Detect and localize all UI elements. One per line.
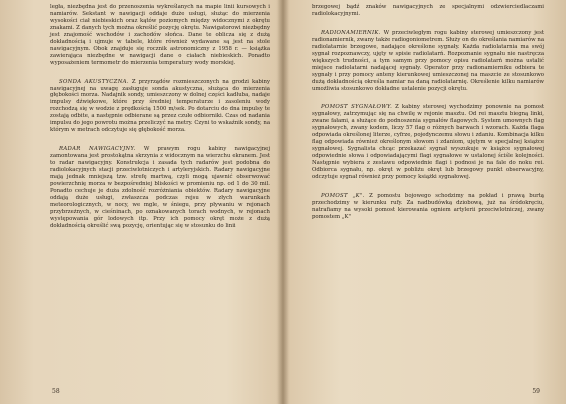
section-heading: POMOST „K". — [321, 192, 365, 199]
left-paragraph-3 — [50, 146, 270, 229]
page-number: 59 — [532, 388, 540, 395]
page-number: 58 — [52, 388, 60, 395]
paragraph-text: W prawym rogu kabiny nawigacyjnej zamontowana jest prostokątna skrzynia z widocznym na wierzchu ekranem. Jest to radar nawigacyjny. Konstrukcja i zasada tych radarów jest podobna do radiolokacyjnych stacji przeciwlotniczych i artyleryjskich. Radary nawigacyjne mają jednak mniejszą tzw. strefę martwą, czyli mogą ujawnić obserwować powierzchnię morza w bezpośredniej bliskości w promieniu np. od 1 do 30 mil. Ponadto cechuje je duża zdolność rozróżniania obiektów. Radary nawigacyjne oddają duże usługi, zwłaszcza podczas rejsu w złych warunkach meteorologicznych, w nocy, we mgle, w śniegu, przy pływaniu w rejonach przybrzeżnych, w cieśninach, po oznakowanych torach wodnych, w rejonach występowania gór lodowych itp. Przy ich pomocy okręt może z dużą dokładnością określić swą pozycję, orientując się w stosunku do linii — [50, 146, 270, 229]
left-paragraph-1 — [50, 4, 270, 67]
section-heading: SONDA AKUSTYCZNA. — [59, 78, 129, 85]
paragraph-text: legła, niezbędna jest do przenoszenia wykreślanych na mapie linii kursowych i namiarów. Sekstant w nawigacji oddaje duże usługi, służąc do mierzenia wysokości ciał niebieskich oraz kątów poziomych między widocznymi z okrętu znakami. Z danych tych można określić pozycję okrętu. Nawigatorowi niezbędny jest znajomość wschodów i zachodów słońca. Dane te oblicza się z dużą dokładnością i ujmuje w tabele, które również wydawane są jest na stole nawigacyjnym. Obok znajduje się rocznik astronomiczny z 1958 r. — książka zawierająca niezbędne w nawigacji dane o ciałach niebieskich. Ponadto wyposażeniem termometr do mierzenia temperatury wody morskiej. — [50, 4, 270, 66]
paragraph-text: Z przyrządów rozmieszczonych na grodzi kabiny nawigacyjnej na uwagę zasługuje sonda akustyczna, służąca do mierzenia głębokości morza. Nadajnik sondy, umieszczony w dolnej części kadłuba, nadaje impulsy dźwiękowe, które przy średniej temperaturze i zasoleniu wody rozchodzą się w wodzie z prędkością 1500 m/sek. Po dotarciu do dna impulsy te zostają odbite, a następnie odbierane są przez czułe odbiorniki. Czas od nadania impulsu do jego powrotu można przeliczyć na metry. Czyni to wskaźnik sondy, na którym w metrach odczytuje się głębokość morza. — [50, 78, 270, 134]
section-heading: RADAR NAWIGACYJNY. — [59, 146, 136, 153]
right-paragraph-1 — [312, 4, 544, 18]
paragraph-text: brzegowej bądź znaków nawigacyjnych ze specjalnymi odzwierciedlaczami radiolokacyjnymi. — [312, 4, 544, 17]
paragraph-text: W przeciwległym rogu kabiny sterowej umieszczony jest radionamiernik, zwany także radiogoniometrem. Służy on do określania namiarów na radiolatarnie brzegowe, nadające określone sygnały. Każda radiolatarnia ma swój sygnał rozpoznawczy, ujęty w spisie radiolatarń. Rozpoznanie sygnału nie nastręcza większych trudności, a tym samym przy pomocy opisu radiolatarń można ustalić miejsce radiolatarni nadającej sygnały. Operator przy radionamierniku odbiera te sygnały i przy pomocy anteny kierunkowej umieszczonej na maszcie ze stosunkowo dużą dokładnością określa namiar na daną radiolatarnię. Określenie kilku namiarów umożliwia stosunkowo dokładne ustalenie pozycji okrętu. — [312, 29, 544, 92]
right-page — [284, 0, 566, 404]
section-heading: POMOST SYGNAŁOWY. — [321, 104, 393, 111]
right-paragraph-2 — [312, 30, 544, 93]
right-paragraph-4 — [312, 193, 544, 221]
paragraph-text: Z pomostu bojowego schodzimy na pokład i prawą burtą przechodzimy w kierunku rufy. Za nadbudówką dziobową, już na śródokręciu, natrafiamy na wysoki pomost kierowania ogniem artylerii przeciwlotniczej, zwany pomostem „K" — [312, 192, 544, 220]
right-paragraph-3 — [312, 104, 544, 180]
section-heading: RADIONAMIERNIK. — [321, 29, 381, 36]
left-paragraph-2 — [50, 79, 270, 135]
paragraph-text: Z kabiny sterowej wychodzimy ponownie na pomost sygnałowy, zatrzymując się na chwilę w rejonie masztu. Od rei masztu biegną linki, zwane fałami, a służące do podnoszenia sygnałów flagowych. System umownych flag sygnałowych, zwany kodem, liczy 57 flag o różnych barwach i wzorach. Każda flaga odpowiada określonej literze, cyfrze, pojedynczemu słowu i zdaniu. Kombinacja kilku flag odpowiada również określonym słowom i zdaniom, ujętym w specjalnej książce sygnałowej. Sygnalista chcąc przekazać sygnał wyszukuje w książce sygnałowej odpowiednie słowa i odpowiadającymi flagi sygnałowe w ustalonej ściśle kolejności. Następnie wybiera z zestawu odpowiednie flagi i podnosi je na fale do noku rei. Odbiorca sygnału, np. okręt w pobliżu okręt lub brzegowy punkt obserwacyjny, odczytuje sygnał również przy pomocy książki sygnałowej. — [312, 104, 544, 181]
left-page — [0, 0, 282, 404]
